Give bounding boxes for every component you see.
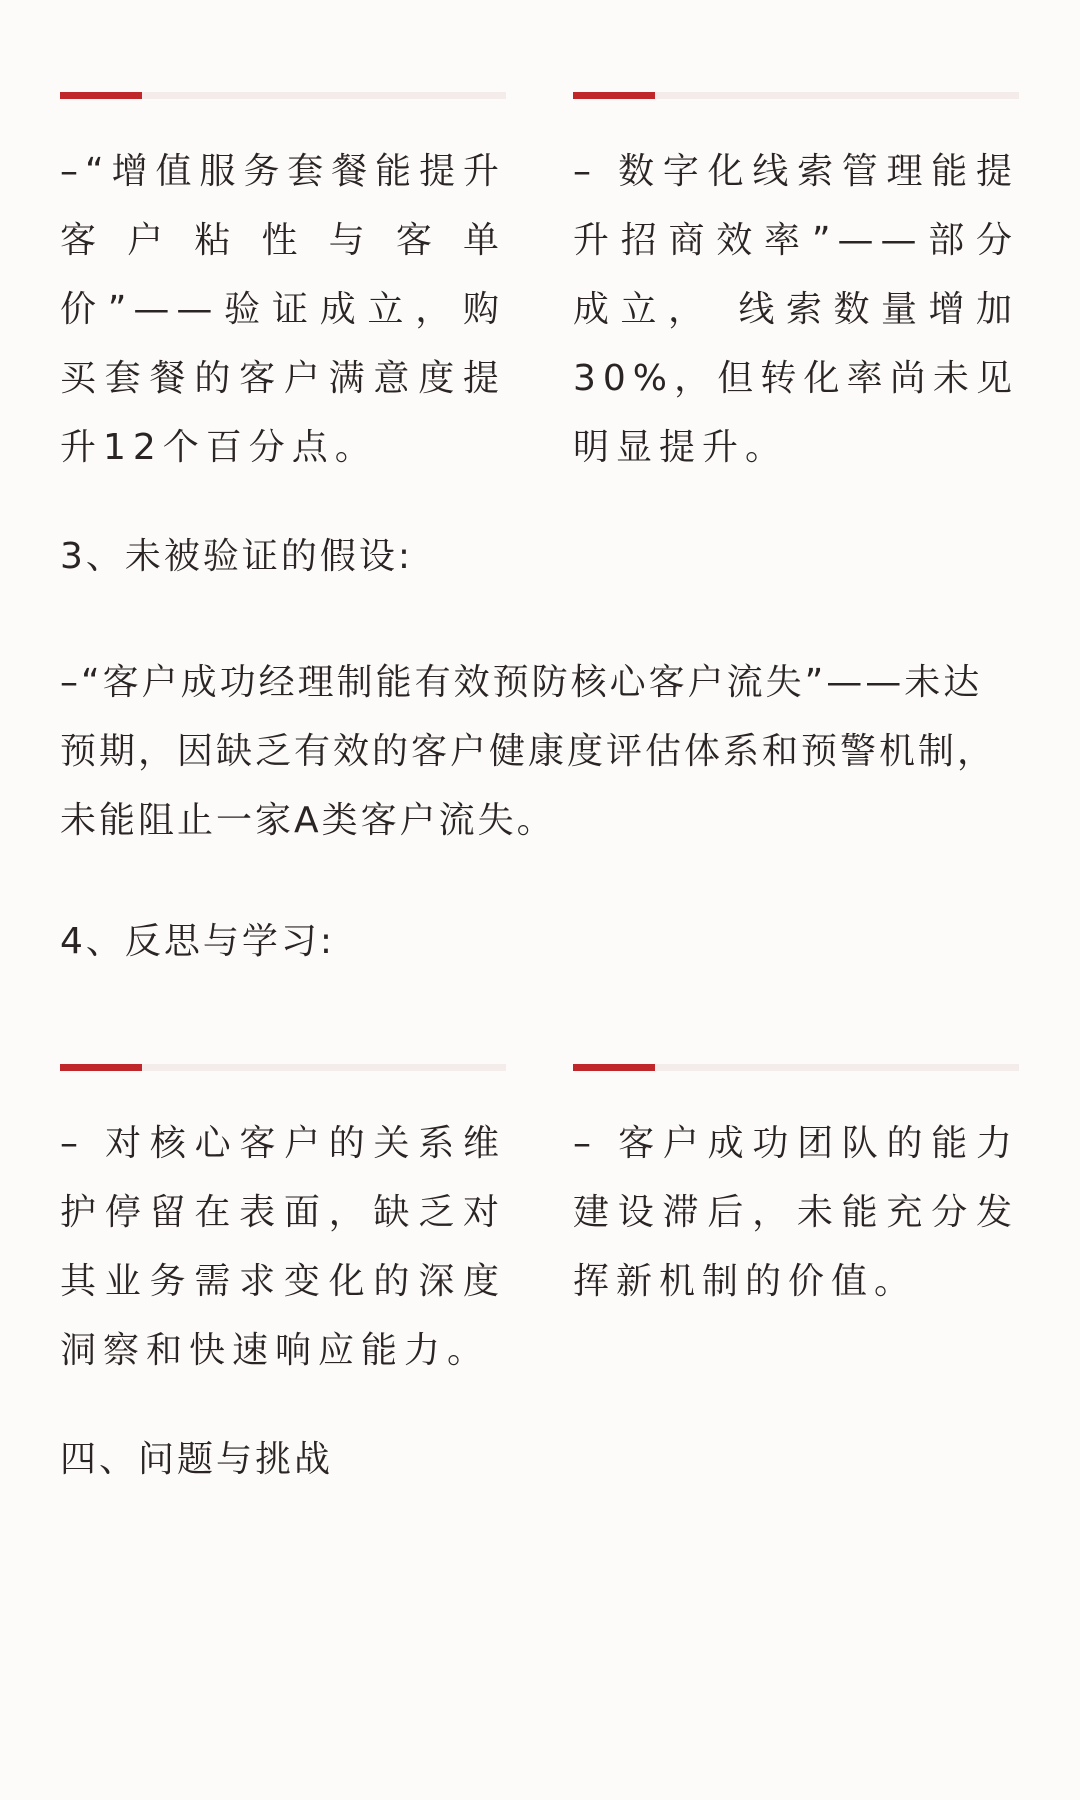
card-divider-accent	[573, 92, 655, 99]
card-text: – 对核心客户的关系维护停留在表面，缺乏对其业务需求变化的深度洞察和快速响应能力。	[60, 1123, 506, 1371]
reflection-card-core-clients	[60, 1064, 506, 1385]
card-divider	[60, 1064, 506, 1071]
card-text: – 数字化线索管理能提升招商效率”——部分成立， 线索数量增加30%，但转化率尚未见明显提升。	[573, 151, 1019, 468]
section-heading-reflection: 4、反思与学习:	[60, 921, 336, 962]
card-text: –“增值服务套餐能提升客户粘性与客单价”——验证成立，购买套餐的客户满意度提升12个百分点。	[60, 151, 506, 468]
chapter-heading-problems-challenges: 四、问题与挑战	[60, 1439, 334, 1480]
reflection-card-team-capability	[573, 1064, 1019, 1316]
section-heading-unverified-hypotheses: 3、未被验证的假设:	[60, 536, 414, 577]
card-divider-accent	[573, 1064, 655, 1071]
hypothesis-card-service-package	[60, 92, 506, 482]
card-divider-accent	[60, 92, 142, 99]
hypothesis-card-lead-management	[573, 92, 1019, 482]
card-divider-accent	[60, 1064, 142, 1071]
card-divider	[573, 92, 1019, 99]
paragraph-unverified-hypothesis: –“客户成功经理制能有效预防核心客户流失”——未达预期，因缺乏有效的客户健康度评估体系和预警机制，未能阻止一家A类客户流失。	[60, 662, 997, 841]
card-divider	[573, 1064, 1019, 1071]
card-text: – 客户成功团队的能力建设滞后，未能充分发挥新机制的价值。	[573, 1123, 1019, 1302]
card-divider	[60, 92, 506, 99]
